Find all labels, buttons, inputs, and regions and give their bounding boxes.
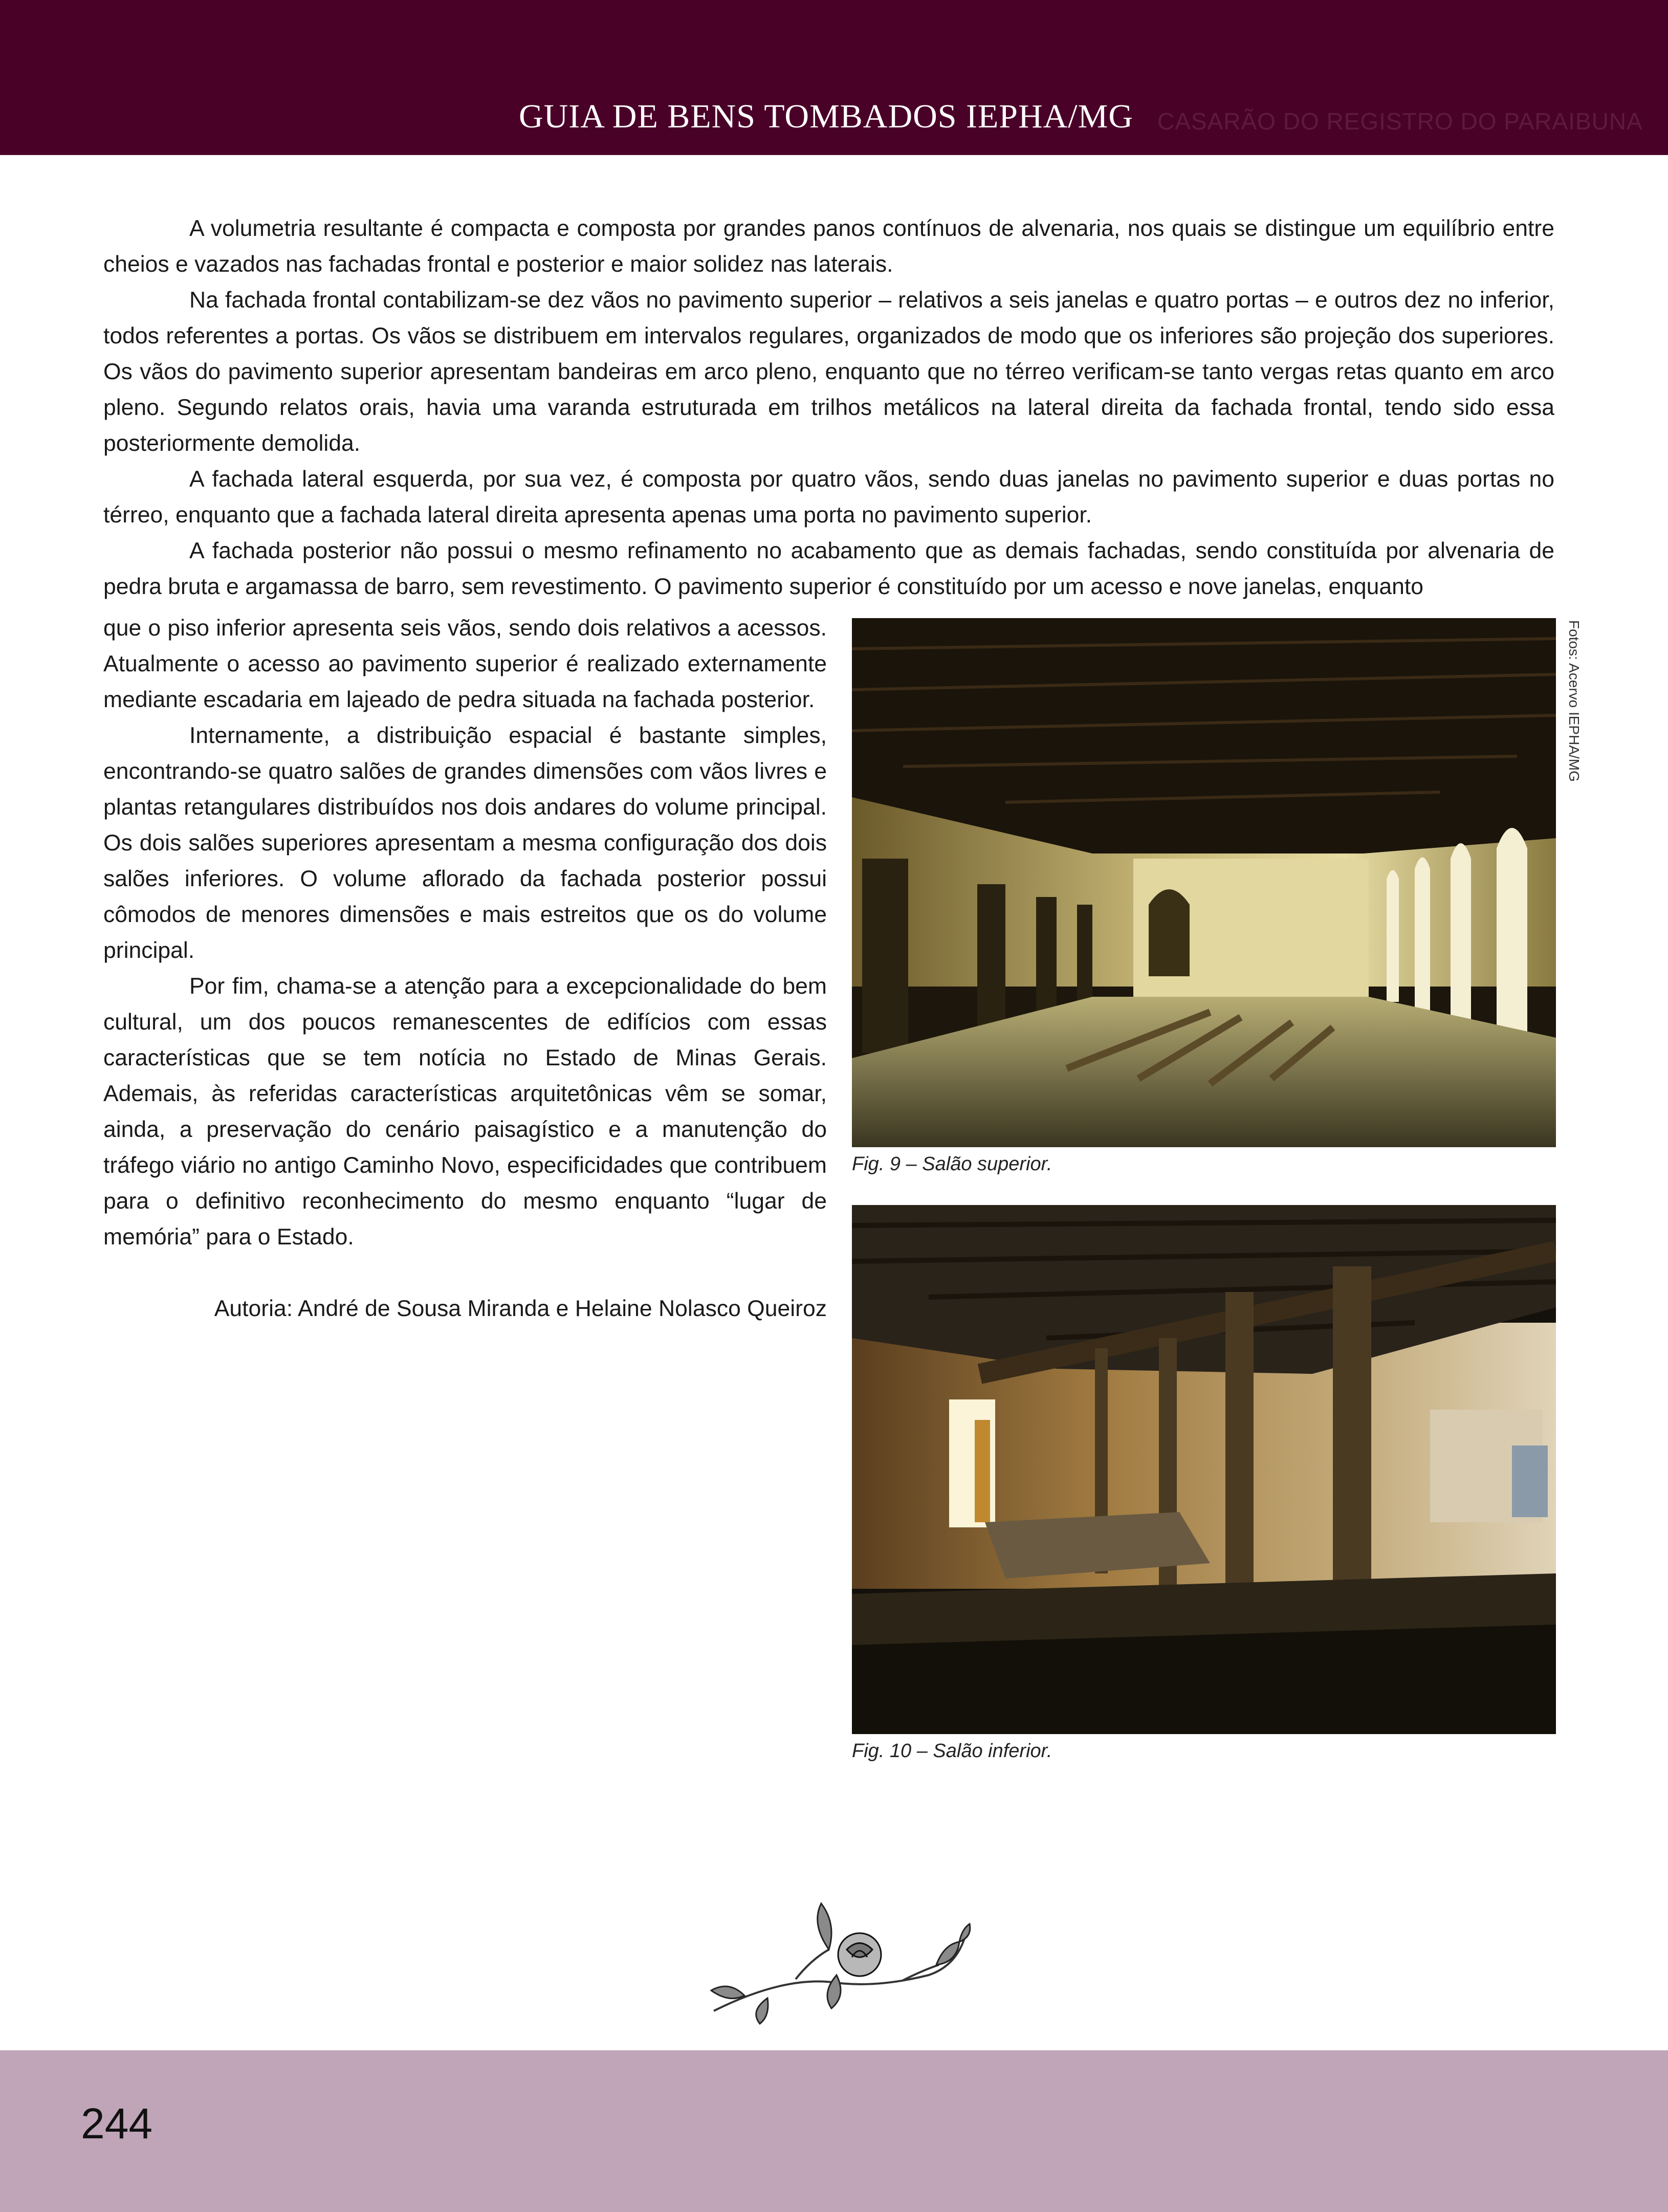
paragraph-fachada-posterior-cont: que o piso inferior apresenta seis vãos, sendo dois relativos a acessos. Atualmente o acesso ao pavimento superior é realizado externamente mediante escadaria em lajeado de pedra situada na fachada posterior. (103, 616, 827, 712)
paragraph-distribuicao: Internamente, a distribuição espacial é bastante simples, encontrando-se quatro salões de grandes dimensões com vãos livres e plantas retangulares distribuídos nos dois andares do volume principal. Os dois salões superiores apresentam a mesma configuração dos dois salões inferiores. O volume aflorado da fachada posterior possui cômodos de menores dimensões e mais estreitos que os do volume principal. (103, 723, 827, 963)
paragraph-conclusao: Por fim, chama-se a atenção para a excepcionalidade do bem cultural, um dos poucos remanescentes de edifícios com essas características que se tem notícia no Estado de Minas Gerais. Ademais, às referidas características arquitetônicas vêm se somar, ainda, a preservação do cenário paisagístico e a manutenção do tráfego viário no antigo Caminho Novo, especificidades que contribuem para o definitivo reconhecimento do mesmo enquanto “lugar de memória” para o Estado. (103, 974, 827, 1250)
rose-ornament (683, 1893, 1005, 2026)
section-subtitle: CASARÃO DO REGISTRO DO PARAIBUNA (1157, 108, 1643, 135)
header-band (0, 0, 1668, 155)
paragraph-volumetria: A volumetria resultante é compacta e composta por grandes panos contínuos de alvenaria, nos quais se distingue um equilíbrio entre cheios e vazados nas fachadas frontal e posterior e maior solidez nas laterais. (103, 216, 1554, 277)
paragraph-fachada-frontal: Na fachada frontal contabilizam-se dez vãos no pavimento superior – relativos a seis janelas e quatro portas – e outros dez no inferior, todos referentes a portas. Os vãos se distribuem em intervalos regulares, organizados de modo que os inferiores são projeção dos superiores. Os vãos do pavimento superior apresentam bandeiras em arco pleno, enquanto que no térreo verificam-se tanto vergas retas quanto em arco pleno. Segundo relatos orais, havia uma varanda estruturada em trilhos metálicos na lateral direita da fachada frontal, tendo sido essa posteriormente demolida. (103, 288, 1554, 456)
photo-salao-inferior (852, 1205, 1556, 1734)
author-credit: Autoria: André de Sousa Miranda e Helaine Nolasco Queiroz (214, 1296, 827, 1321)
footer-band (0, 2050, 1668, 2212)
caption-fig9: Fig. 9 – Salão superior. (852, 1153, 1052, 1175)
body-text-column (103, 610, 827, 1327)
paragraph-fachada-posterior: A fachada posterior não possui o mesmo refinamento no acabamento que as demais fachadas, sendo constituída por alvenaria de pedra bruta e argamassa de barro, sem revestimento. O pavimento superior é constituído por um acesso e nove janelas, enquanto (103, 538, 1554, 599)
page-number: 244 (81, 2099, 153, 2148)
caption-fig10: Fig. 10 – Salão inferior. (852, 1740, 1052, 1762)
paragraph-fachada-lateral: A fachada lateral esquerda, por sua vez, é composta por quatro vãos, sendo duas janelas no pavimento superior e duas portas no térreo, enquanto que a fachada lateral direita apresenta apenas uma porta no pavimento superior. (103, 467, 1554, 528)
photo-salao-superior (852, 618, 1556, 1147)
body-text-full-width (103, 211, 1554, 605)
photo-credit: Fotos: Acervo IEPHA/MG (1566, 620, 1582, 782)
publication-title: GUIA DE BENS TOMBADOS IEPHA/MG (518, 98, 1133, 135)
